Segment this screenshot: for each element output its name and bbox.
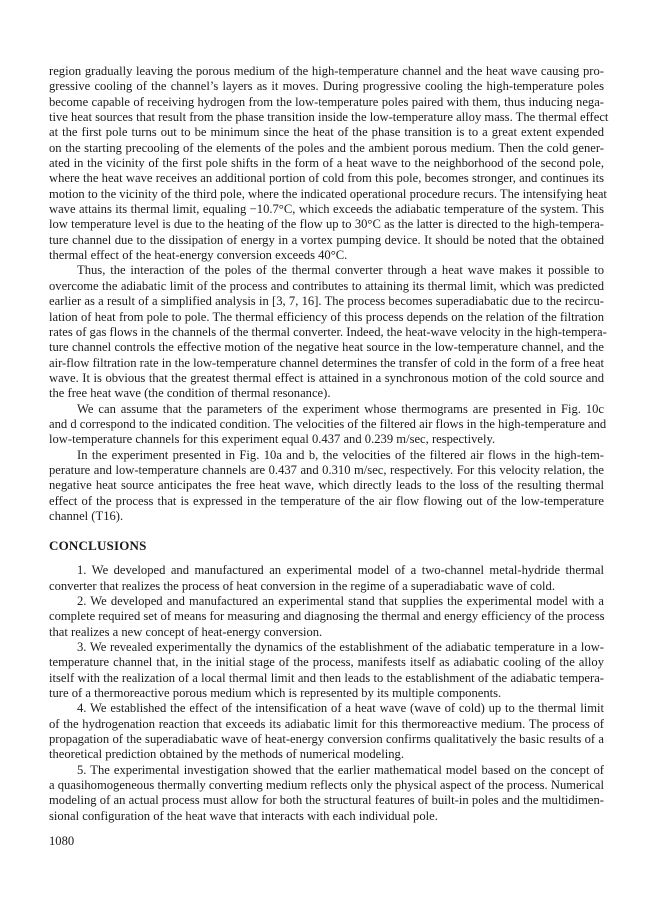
text-line: 1. We developed and manufactured an experimental model of a two-channel metal-hydride thermal xyxy=(77,563,604,578)
text-line: wave. It is obvious that the greatest thermal effect is attained in a synchronous motion of the cold source and xyxy=(49,370,604,385)
text-line: wave attains its thermal limit, equaling −10.7°C, which exceeds the adiabatic temperature of the system. This xyxy=(49,202,604,217)
text-line: 3. We revealed experimentally the dynamics of the establishment of the adiabatic temperature in a low- xyxy=(77,640,604,655)
text-line: theoretical prediction obtained by the methods of numerical modeling. xyxy=(49,747,404,762)
paragraph-superadiabatic xyxy=(49,263,607,401)
text-line: ture of a thermoreactive porous medium which is represented by its multiple components. xyxy=(49,686,502,701)
text-line: that realizes a new concept of heat-energy conversion. xyxy=(49,624,323,639)
text-line: air-flow filtration rate in the low-temperature channel determines the transfer of cold in the form of a free heat xyxy=(49,355,605,370)
text-line: effect of the process that is expressed in the temperature of the air flow flowing out of the low-temperature xyxy=(49,493,604,508)
text-line: and d correspond to the indicated condition. The velocities of the filtered air flows in the high-temperature and xyxy=(49,416,607,431)
text-line: negative heat source anticipates the free heat wave, which directly leads to the loss of the resulting thermal xyxy=(49,478,604,493)
text-line: motion to the vicinity of the third pole, where the indicated operational procedure recurs. The intensifying heat xyxy=(49,186,607,201)
text-line: We can assume that the parameters of the experiment whose thermograms are presented in Fig. 10c xyxy=(77,401,604,416)
text-line: complete required set of means for measuring and diagnosing the thermal and energy efficiency of the process xyxy=(49,609,605,624)
text-line: In the experiment presented in Fig. 10a and b, the velocities of the filtered air flows in the high-tem- xyxy=(77,447,604,462)
text-line: 2. We developed and manufactured an experimental stand that supplies the experimental model with a xyxy=(77,594,604,608)
conclusion-5 xyxy=(49,763,604,824)
text-line: sional configuration of the heat wave that interacts with each individual pole. xyxy=(49,808,438,823)
text-line: ture channel due to the dissipation of energy in a vortex pumping device. It should be noted that the obtained xyxy=(49,232,604,247)
page-number: 1080 xyxy=(49,834,75,848)
paragraph-fig10ab xyxy=(49,448,604,525)
text-line: ture channel controls the effective motion of the negative heat source in the low-temperature channel, and the xyxy=(49,340,604,355)
text-line: overcome the adiabatic limit of the process and contributes to attaining its thermal limit, which was predicted xyxy=(49,278,604,293)
text-line: lation of heat from pole to pole. The thermal efficiency of this process depends on the relation of the filtration xyxy=(49,309,604,324)
text-line: propagation of the superadiabatic wave of heat-energy conversion confirms qualitatively the basic results of a xyxy=(49,732,604,747)
text-line: channel (T16). xyxy=(49,508,124,523)
text-line: rates of gas flows in the channels of the thermal converter. Indeed, the heat-wave velocity in the high-tempera- xyxy=(49,324,607,339)
text-line: on the starting precooling of the elements of the poles and the ambient porous medium. Then the cold gener- xyxy=(49,140,604,155)
text-line: the free heat wave (the condition of thermal resonance). xyxy=(49,386,331,401)
text-line: a quasihomogeneous thermally converting medium reflects only the physical aspect of the process. Numerical xyxy=(49,778,604,793)
text-line: low-temperature channels for this experiment equal 0.437 and 0.239 m/sec, respectively. xyxy=(49,432,496,447)
text-line: earlier as a result of a simplified analysis in [3, 7, 16]. The process becomes superadiabatic due to the recircu- xyxy=(49,294,604,309)
text-line: converter that realizes the process of heat conversion in the regime of a superadiabatic wave of cold. xyxy=(49,578,555,593)
paragraph-heat-wave-dynamics xyxy=(49,64,609,263)
text-line: thermal effect of the heat-energy conversion exceeds 40°C. xyxy=(49,248,348,263)
text-line: perature and low-temperature channels are 0.437 and 0.310 m/sec, respectively. For this velocity relation, the xyxy=(49,462,604,477)
text-line: gressive cooling of the channel’s layers as it moves. During progressive cooling the high-temperature poles xyxy=(49,79,604,94)
conclusion-2 xyxy=(49,594,604,640)
text-line: become capable of receiving hydrogen from the low-temperature poles paired with them, thus inducing nega- xyxy=(49,94,604,109)
text-line: of the hydrogenation reaction that exceeds its adiabatic limit for this thermoreactive medium. The process of xyxy=(49,716,604,731)
text-line: at the first pole turns out to be minimum since the heat of the phase transition is to a great extent expended xyxy=(49,125,604,140)
text-line: ated in the vicinity of the first pole shifts in the form of a heat wave to the neighborhood of the second pole, xyxy=(49,156,604,171)
document-page xyxy=(49,64,609,824)
conclusion-3 xyxy=(49,640,604,701)
text-line: low temperature level is due to the heating of the flow up to 30°C as the latter is directed to the high-tempera- xyxy=(49,217,604,232)
text-line: modeling of an actual process must allow for both the structural features of built-in poles and the multidimen- xyxy=(49,793,604,808)
conclusion-1 xyxy=(49,563,604,594)
paragraph-fig10cd xyxy=(49,401,607,448)
text-line: where the heat wave receives an additional portion of cold from this pole, becomes stronger, and continues its xyxy=(49,171,604,186)
text-line: region gradually leaving the porous medium of the high-temperature channel and the heat wave causing pro- xyxy=(49,64,604,78)
text-line: tive heat sources that result from the phase transition inside the low-temperature alloy mass. The thermal effect xyxy=(49,110,609,125)
text-line: Thus, the interaction of the poles of the thermal converter through a heat wave makes it possible to xyxy=(77,263,604,278)
text-line: temperature channel that, in the initial stage of the process, manifests itself as adiabatic cooling of the alloy xyxy=(49,655,604,670)
section-heading-conclusions: CONCLUSIONS xyxy=(49,538,147,554)
text-line: 5. The experimental investigation showed that the earlier mathematical model based on the concept of xyxy=(77,762,604,777)
text-line: itself with the realization of a local thermal limit and then leads to the establishment of the adiabatic tempera- xyxy=(49,670,604,685)
text-line: 4. We established the effect of the intensification of a heat wave (wave of cold) up to the thermal limit xyxy=(77,701,604,716)
conclusion-4 xyxy=(49,701,604,762)
